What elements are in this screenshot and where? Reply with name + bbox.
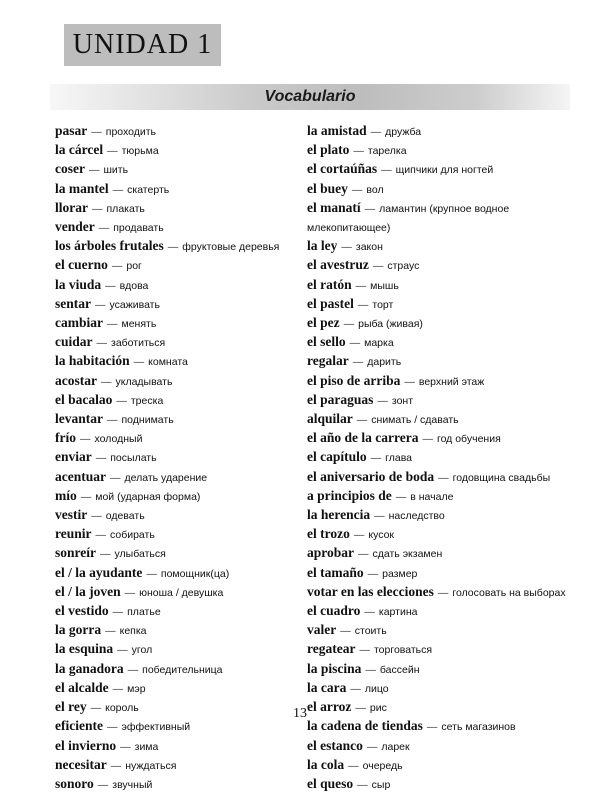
spanish-term: el / la ayudante (55, 564, 143, 580)
spanish-term: llorar (55, 199, 88, 215)
vocabulary-entry (307, 429, 562, 448)
spanish-term: la ley (307, 238, 338, 254)
term-separator: — (370, 452, 382, 465)
russian-translation: рог (126, 260, 142, 273)
russian-translation: лицо (364, 682, 389, 695)
spanish-term: el trozo (307, 526, 350, 542)
term-separator: — (356, 414, 368, 427)
russian-translation: мэр (127, 682, 146, 695)
term-separator: — (95, 529, 106, 542)
spanish-term: valer (307, 622, 337, 638)
spanish-term: el aniversario de boda (307, 468, 435, 484)
vocabulary-entry (55, 199, 300, 218)
spanish-term: el buey (307, 180, 348, 196)
russian-translation: зима (134, 740, 159, 753)
vocabulary-entry (307, 660, 562, 679)
spanish-term: el vestido (55, 603, 109, 619)
vocabulary-entry (307, 775, 562, 794)
russian-translation: ламантин (крупное водное млекопитающее) (307, 202, 510, 235)
spanish-term: pasar (55, 123, 88, 138)
spanish-term: la cara (307, 679, 347, 695)
vocabulary-entry (307, 564, 562, 583)
vocabulary-entry (55, 737, 300, 756)
term-separator: — (96, 337, 108, 350)
spanish-term: la herencia (307, 507, 371, 523)
term-separator: — (97, 778, 109, 791)
spanish-term: aprobar (307, 545, 355, 561)
vocabulary-entry (55, 372, 300, 391)
russian-translation: тарелка (367, 145, 407, 158)
spanish-term: el cuerno (55, 257, 108, 273)
spanish-term: vender (55, 219, 95, 235)
spanish-term: acostar (55, 372, 97, 388)
term-separator: — (340, 625, 351, 638)
russian-translation: верхний этаж (418, 375, 485, 388)
vocabulary-entry (55, 276, 300, 295)
term-separator: — (167, 241, 179, 254)
spanish-term: el piso de arriba (307, 372, 401, 388)
term-separator: — (438, 471, 449, 484)
vocabulary-entry (307, 506, 562, 525)
term-separator: — (133, 356, 145, 369)
vocabulary-entry (55, 775, 300, 794)
spanish-term: eficiente (55, 718, 103, 734)
russian-translation: годовщина свадьбы (452, 471, 551, 484)
vocabulary-entry (307, 352, 562, 371)
spanish-term: el arroz (307, 699, 352, 715)
vocabulary-entry (307, 276, 562, 295)
spanish-term: alquilar (307, 411, 353, 427)
vocabulary-entry (307, 237, 562, 256)
russian-translation: платье (127, 606, 161, 619)
russian-translation: комната (148, 356, 188, 369)
term-separator: — (374, 510, 385, 523)
vocabulary-entry (55, 333, 300, 352)
spanish-term: la cárcel (55, 142, 104, 158)
russian-translation: глава (385, 452, 412, 465)
russian-translation: нуждаться (125, 759, 177, 772)
spanish-term: el ratón (307, 276, 352, 292)
vocabulary-entry (307, 602, 562, 621)
term-separator: — (359, 644, 370, 657)
section-header-bar (50, 84, 570, 110)
vocabulary-entry (55, 564, 300, 583)
term-separator: — (92, 202, 103, 215)
vocabulary-entry (307, 448, 562, 467)
vocabulary-entry (55, 756, 300, 775)
spanish-term: el capítulo (307, 449, 367, 465)
russian-translation: торт (372, 298, 394, 311)
term-separator: — (372, 260, 384, 273)
spanish-term: el estanco (307, 737, 363, 753)
vocabulary-entry (55, 237, 300, 256)
russian-translation: треска (130, 394, 164, 407)
vocabulary-entry (55, 640, 300, 659)
term-separator: — (105, 279, 116, 292)
russian-translation: посылать (110, 452, 157, 465)
russian-translation: проходить (105, 126, 157, 138)
vocabulary-entry (307, 180, 562, 199)
spanish-term: enviar (55, 449, 92, 465)
vocabulary-entry (55, 429, 300, 448)
spanish-term: el pez (307, 315, 340, 331)
term-separator: — (112, 183, 124, 196)
vocabulary-entry (307, 256, 562, 275)
russian-translation: в начале (410, 490, 454, 503)
spanish-term: necesitar (55, 756, 107, 772)
term-separator: — (350, 682, 361, 695)
russian-translation: улыбаться (114, 548, 166, 561)
spanish-term: cuidar (55, 334, 93, 350)
vocabulary-entry (55, 295, 300, 314)
vocabulary-entry (55, 314, 300, 333)
term-separator: — (110, 471, 121, 484)
russian-translation: одевать (105, 510, 145, 523)
russian-translation: скатерть (127, 183, 170, 196)
vocabulary-entry (55, 391, 300, 410)
spanish-term: el cortaúñas (307, 161, 378, 177)
russian-translation: заботиться (111, 337, 166, 350)
term-separator: — (112, 606, 124, 619)
spanish-term: reunir (55, 526, 92, 542)
spanish-term: vestir (55, 507, 88, 523)
term-separator: — (349, 337, 361, 350)
spanish-term: el avestruz (307, 257, 369, 273)
vocabulary-entry (55, 679, 300, 698)
russian-translation: сдать экзамен (372, 548, 443, 561)
russian-translation: марка (364, 337, 394, 350)
term-separator: — (370, 126, 382, 138)
spanish-term: acentuar (55, 468, 106, 484)
vocabulary-entry (55, 583, 300, 602)
vocabulary-entry (55, 256, 300, 275)
vocabulary-entry (307, 391, 562, 410)
vocabulary-entry (307, 487, 562, 506)
term-separator: — (343, 318, 355, 331)
vocabulary-entry (307, 199, 562, 237)
vocabulary-entry (307, 544, 562, 563)
spanish-term: el plato (307, 142, 350, 158)
vocabulary-entry (55, 410, 300, 429)
russian-translation: голосовать на выборах (452, 586, 566, 599)
term-separator: — (120, 740, 131, 753)
vocabulary-entry (55, 544, 300, 563)
term-separator: — (80, 490, 92, 503)
russian-translation: фруктовые деревья (182, 241, 280, 254)
term-separator: — (348, 759, 359, 772)
spanish-term: mío (55, 487, 77, 503)
russian-translation: дружба (385, 126, 422, 138)
spanish-term: el manatí (307, 199, 361, 215)
spanish-term: sonreír (55, 545, 96, 561)
vocabulary-entry (307, 295, 562, 314)
spanish-term: los árboles frutales (55, 238, 164, 254)
spanish-term: la mantel (55, 180, 109, 196)
term-separator: — (80, 433, 91, 446)
spanish-term: la viuda (55, 276, 102, 292)
term-separator: — (91, 126, 102, 138)
term-separator: — (127, 663, 139, 676)
spanish-term: el queso (307, 775, 354, 791)
spanish-term: levantar (55, 411, 103, 427)
vocabulary-entry (55, 621, 300, 640)
russian-translation: стоить (354, 625, 387, 638)
spanish-term: la cola (307, 756, 345, 772)
vocabulary-column-right (307, 122, 566, 794)
term-separator: — (107, 414, 118, 427)
vocabulary-entry (307, 525, 562, 544)
spanish-term: el año de la carrera (307, 430, 419, 446)
section-title: Vocabulario (264, 88, 356, 105)
russian-translation: поднимать (121, 414, 174, 427)
russian-translation: шить (103, 164, 129, 177)
vocabulary-entry (307, 640, 562, 659)
term-separator: — (404, 375, 415, 388)
spanish-term: el invierno (55, 737, 117, 753)
spanish-term: la ganadora (55, 660, 124, 676)
spanish-term: regatear (307, 641, 356, 657)
russian-translation: мышь (370, 279, 399, 292)
russian-translation: продавать (113, 222, 164, 235)
russian-translation: ларек (381, 740, 410, 753)
russian-translation: юноша / девушка (139, 586, 224, 599)
term-separator: — (352, 356, 364, 369)
russian-translation: наследство (388, 510, 445, 523)
russian-translation: рис (369, 702, 387, 715)
russian-translation: закон (355, 241, 383, 254)
term-separator: — (395, 490, 407, 503)
vocabulary-entry (55, 448, 300, 467)
spanish-term: el alcalde (55, 679, 109, 695)
vocabulary-entry (55, 487, 300, 506)
spanish-term: el bacalao (55, 391, 113, 407)
spanish-term: la gorra (55, 622, 102, 638)
term-separator: — (88, 164, 100, 177)
spanish-term: regalar (307, 353, 349, 369)
term-separator: — (364, 606, 375, 619)
vocabulary-entry (307, 333, 562, 352)
russian-translation: бассейн (379, 663, 420, 676)
term-separator: — (381, 164, 392, 177)
spanish-term: el sello (307, 334, 346, 350)
russian-translation: эффективный (121, 721, 191, 734)
term-separator: — (100, 375, 112, 388)
spanish-term: frío (55, 430, 76, 446)
vocabulary-entry (55, 506, 300, 525)
term-separator: — (364, 202, 376, 215)
russian-translation: усаживать (109, 298, 160, 311)
russian-translation: рыба (живая) (358, 318, 423, 331)
russian-translation: сыр (371, 778, 391, 791)
spanish-term: el pastel (307, 295, 354, 311)
russian-translation: картина (378, 606, 418, 619)
term-separator: — (357, 778, 368, 791)
term-separator: — (353, 145, 364, 158)
spanish-term: el cuadro (307, 603, 361, 619)
term-separator: — (100, 548, 111, 561)
russian-translation: очередь (362, 759, 403, 772)
term-separator: — (111, 260, 123, 273)
russian-translation: вдова (119, 279, 149, 292)
term-separator: — (116, 394, 127, 407)
term-separator: — (91, 510, 102, 523)
russian-translation: кусок (368, 529, 395, 542)
vocabulary-entry (307, 122, 562, 141)
russian-translation: плакать (106, 202, 145, 215)
russian-translation: угол (131, 644, 153, 657)
term-separator: — (422, 433, 433, 446)
russian-translation: зонт (391, 394, 414, 407)
spanish-term: cambiar (55, 315, 103, 331)
vocabulary-entry (307, 679, 562, 698)
russian-translation: тюрьма (121, 145, 159, 158)
term-separator: — (106, 721, 118, 734)
russian-translation: мой (ударная форма) (95, 490, 201, 503)
term-separator: — (112, 682, 124, 695)
term-separator: — (124, 586, 136, 599)
vocabulary-entry (307, 372, 562, 391)
russian-translation: кепка (119, 625, 147, 638)
vocabulary-entry (307, 410, 562, 429)
spanish-term: coser (55, 161, 85, 177)
vocabulary-entry (55, 352, 300, 371)
vocabulary-entry (307, 314, 562, 333)
term-separator: — (110, 759, 122, 772)
vocabulary-entry (55, 468, 300, 487)
spanish-term: la cadena de tiendas (307, 718, 423, 734)
term-separator: — (105, 625, 116, 638)
term-separator: — (107, 145, 118, 158)
spanish-term: el rey (55, 699, 87, 715)
spanish-term: sentar (55, 295, 91, 311)
vocabulary-entry (55, 218, 300, 237)
term-separator: — (365, 663, 376, 676)
term-separator: — (355, 279, 367, 292)
term-separator: — (117, 644, 128, 657)
vocabulary-entry (55, 122, 300, 141)
vocabulary-column-left (55, 122, 300, 794)
term-separator: — (366, 740, 378, 753)
term-separator: — (437, 586, 449, 599)
russian-translation: звучный (112, 778, 153, 791)
term-separator: — (367, 567, 379, 580)
term-separator: — (355, 702, 366, 715)
russian-translation: помощник(ца) (160, 567, 230, 580)
spanish-term: el paraguas (307, 391, 374, 407)
russian-translation: снимать / сдавать (371, 414, 459, 427)
russian-translation: король (105, 702, 139, 715)
term-separator: — (107, 318, 118, 331)
russian-translation: год обучения (436, 433, 501, 446)
vocabulary-entry (307, 160, 562, 179)
vocabulary-entry (307, 583, 566, 602)
vocabulary-entry (55, 602, 300, 621)
russian-translation: собирать (110, 529, 155, 542)
vocabulary-entry (307, 141, 562, 160)
russian-translation: делать ударение (124, 471, 208, 484)
spanish-term: el tamaño (307, 564, 364, 580)
term-separator: — (95, 298, 106, 311)
russian-translation: страус (387, 260, 420, 273)
term-separator: — (341, 241, 352, 254)
spanish-term: la piscina (307, 660, 362, 676)
vocabulary-entry (307, 468, 562, 487)
vocabulary-entry (307, 621, 562, 640)
term-separator: — (95, 452, 107, 465)
vocabulary-entry (307, 756, 562, 775)
vocabulary-entry (307, 737, 562, 756)
russian-translation: укладывать (115, 375, 173, 388)
vocabulary-entry (55, 525, 300, 544)
spanish-term: sonoro (55, 775, 94, 791)
term-separator: — (377, 394, 388, 407)
russian-translation: щипчики для ногтей (395, 164, 494, 177)
term-separator: — (426, 721, 438, 734)
term-separator: — (353, 529, 365, 542)
unit-title: UNIDAD 1 (64, 24, 221, 66)
spanish-term: el / la joven (55, 583, 121, 599)
term-separator: — (146, 567, 157, 580)
russian-translation: холодный (94, 433, 143, 446)
term-separator: — (358, 548, 369, 561)
russian-translation: вол (366, 183, 384, 196)
russian-translation: победительница (142, 663, 223, 676)
vocabulary-entry (55, 660, 300, 679)
russian-translation: менять (121, 318, 157, 331)
vocabulary-entry (55, 160, 300, 179)
spanish-term: votar en las elecciones (307, 583, 434, 599)
vocabulary-entry (55, 180, 300, 199)
spanish-term: a principios de (307, 487, 392, 503)
term-separator: — (357, 298, 369, 311)
page-number: 13 (293, 706, 307, 721)
russian-translation: размер (382, 567, 418, 580)
russian-translation: торговаться (373, 644, 433, 657)
term-separator: — (98, 222, 110, 235)
spanish-term: la habitación (55, 353, 130, 369)
spanish-term: la amistad (307, 123, 367, 138)
vocabulary-entry (55, 141, 300, 160)
term-separator: — (90, 702, 102, 715)
russian-translation: дарить (367, 356, 402, 369)
term-separator: — (351, 183, 363, 196)
russian-translation: сеть магазинов (441, 721, 516, 734)
spanish-term: la esquina (55, 641, 114, 657)
